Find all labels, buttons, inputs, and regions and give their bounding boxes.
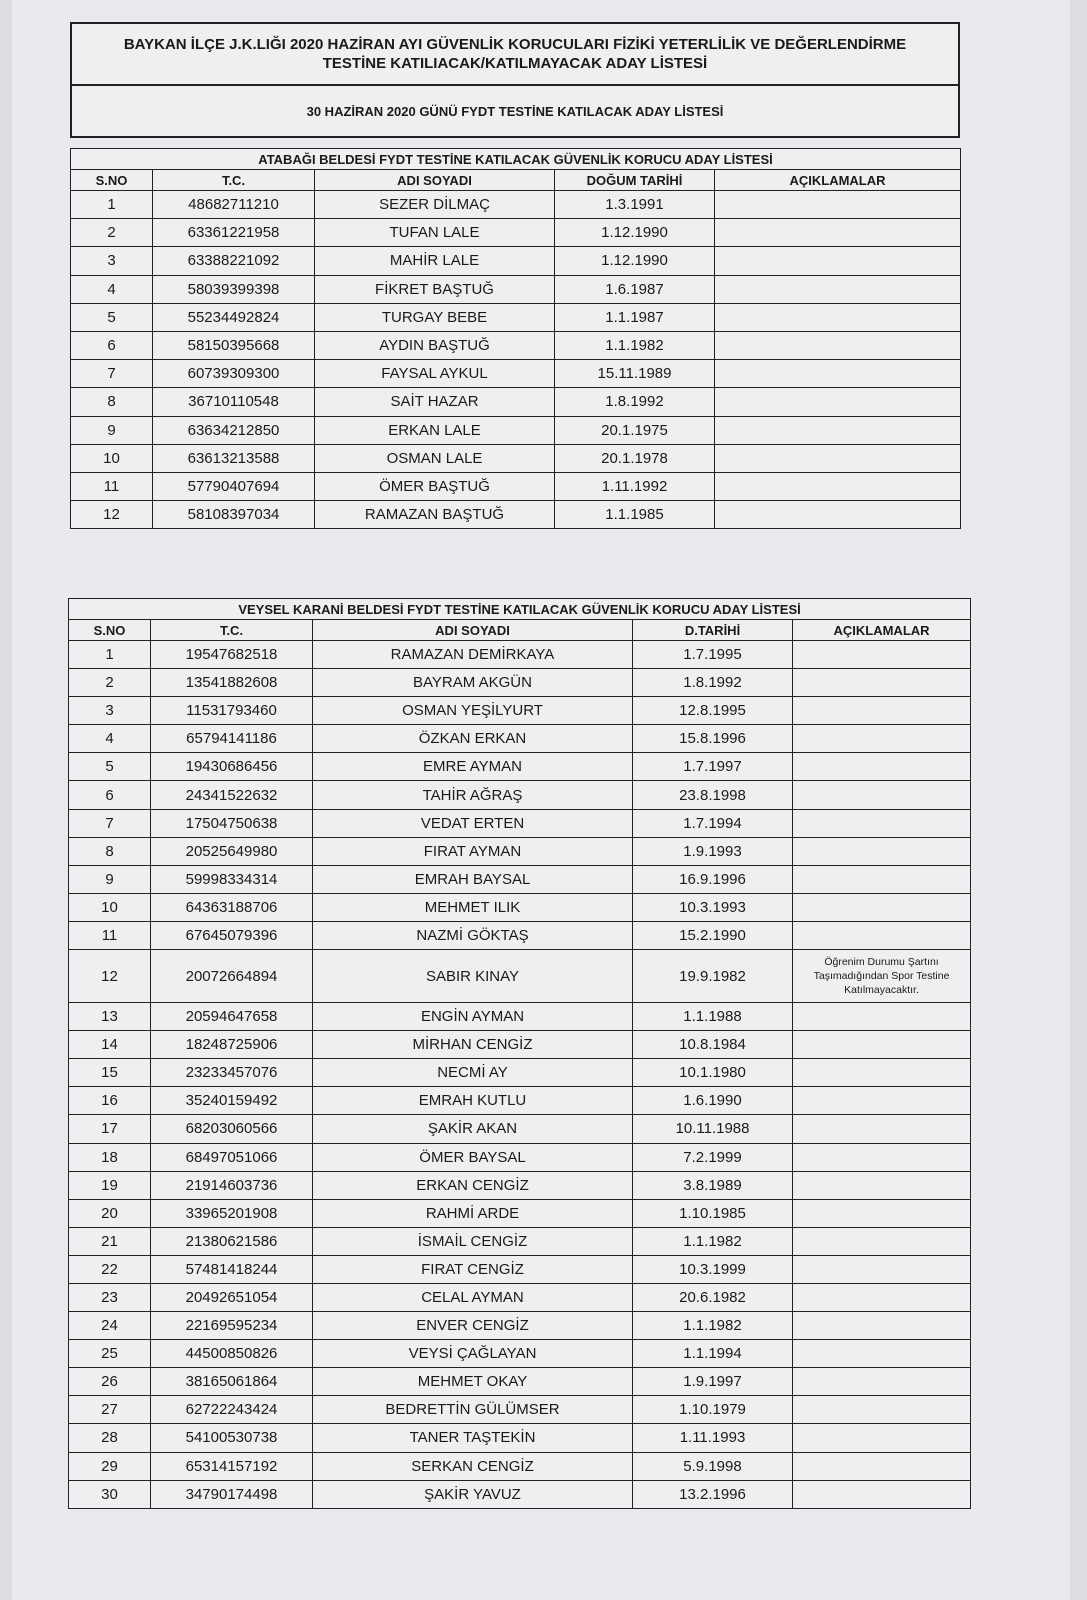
remarks xyxy=(793,1424,971,1452)
row-number: 30 xyxy=(69,1480,151,1508)
table-row xyxy=(69,1199,971,1227)
birth-date: 23.8.1998 xyxy=(633,781,793,809)
full-name: OSMAN YEŞİLYURT xyxy=(313,697,633,725)
full-name: FIRAT CENGİZ xyxy=(313,1255,633,1283)
full-name: MEHMET OKAY xyxy=(313,1368,633,1396)
remarks: Öğrenim Durumu Şartını Taşımadığından Spor Testine Katılmayacaktır. xyxy=(793,950,971,1003)
full-name: EMRE AYMAN xyxy=(313,753,633,781)
column-header: AÇIKLAMALAR xyxy=(793,620,971,641)
tc-number: 38165061864 xyxy=(151,1368,313,1396)
full-name: ÖZKAN ERKAN xyxy=(313,725,633,753)
remarks xyxy=(793,1087,971,1115)
table-row xyxy=(69,893,971,921)
row-number: 2 xyxy=(69,669,151,697)
table-row xyxy=(69,753,971,781)
birth-date: 19.9.1982 xyxy=(633,950,793,1003)
title-box xyxy=(70,22,960,138)
remarks xyxy=(715,472,961,500)
tc-number: 44500850826 xyxy=(151,1340,313,1368)
tc-number: 34790174498 xyxy=(151,1480,313,1508)
remarks xyxy=(793,1171,971,1199)
atabagi-candidate-table xyxy=(70,148,961,529)
tc-number: 54100530738 xyxy=(151,1424,313,1452)
remarks xyxy=(793,1396,971,1424)
tc-number: 20492651054 xyxy=(151,1283,313,1311)
full-name: MEHMET ILIK xyxy=(313,893,633,921)
table-row xyxy=(71,472,961,500)
tc-number: 65794141186 xyxy=(151,725,313,753)
full-name: RAMAZAN DEMİRKAYA xyxy=(313,641,633,669)
tc-number: 19547682518 xyxy=(151,641,313,669)
veysel-karani-candidate-table xyxy=(68,598,971,1509)
birth-date: 1.12.1990 xyxy=(555,247,715,275)
full-name: ŞAKİR AKAN xyxy=(313,1115,633,1143)
table-row xyxy=(69,1115,971,1143)
full-name: ŞAKİR YAVUZ xyxy=(313,1480,633,1508)
table-row xyxy=(71,275,961,303)
row-number: 26 xyxy=(69,1368,151,1396)
remarks xyxy=(793,669,971,697)
full-name: MAHİR LALE xyxy=(315,247,555,275)
full-name: VEYSİ ÇAĞLAYAN xyxy=(313,1340,633,1368)
row-number: 27 xyxy=(69,1396,151,1424)
tc-number: 11531793460 xyxy=(151,697,313,725)
row-number: 3 xyxy=(69,697,151,725)
table-row xyxy=(69,837,971,865)
tc-number: 57790407694 xyxy=(153,472,315,500)
full-name: SABIR KINAY xyxy=(313,950,633,1003)
row-number: 8 xyxy=(71,388,153,416)
table-row xyxy=(69,1480,971,1508)
row-number: 22 xyxy=(69,1255,151,1283)
remarks xyxy=(715,219,961,247)
full-name: SERKAN CENGİZ xyxy=(313,1452,633,1480)
remarks xyxy=(793,1283,971,1311)
row-number: 5 xyxy=(71,303,153,331)
table-row xyxy=(69,1396,971,1424)
table-row xyxy=(69,921,971,949)
tc-number: 35240159492 xyxy=(151,1087,313,1115)
table-row xyxy=(71,191,961,219)
row-number: 1 xyxy=(69,641,151,669)
table-row xyxy=(69,641,971,669)
birth-date: 15.8.1996 xyxy=(633,725,793,753)
birth-date: 7.2.1999 xyxy=(633,1143,793,1171)
tc-number: 33965201908 xyxy=(151,1199,313,1227)
table-row xyxy=(71,247,961,275)
tc-number: 63388221092 xyxy=(153,247,315,275)
table-row xyxy=(69,669,971,697)
birth-date: 10.8.1984 xyxy=(633,1031,793,1059)
birth-date: 3.8.1989 xyxy=(633,1171,793,1199)
remarks xyxy=(793,1368,971,1396)
tc-number: 24341522632 xyxy=(151,781,313,809)
remarks xyxy=(715,331,961,359)
row-number: 14 xyxy=(69,1031,151,1059)
column-header: ADI SOYADI xyxy=(315,170,555,191)
remarks xyxy=(793,1340,971,1368)
birth-date: 1.12.1990 xyxy=(555,219,715,247)
remarks xyxy=(793,837,971,865)
birth-date: 20.1.1978 xyxy=(555,444,715,472)
full-name: TAHİR AĞRAŞ xyxy=(313,781,633,809)
table-row xyxy=(69,1171,971,1199)
row-number: 18 xyxy=(69,1143,151,1171)
column-header: DOĞUM TARİHİ xyxy=(555,170,715,191)
tc-number: 19430686456 xyxy=(151,753,313,781)
birth-date: 20.1.1975 xyxy=(555,416,715,444)
table-row xyxy=(69,1003,971,1031)
tc-number: 62722243424 xyxy=(151,1396,313,1424)
full-name: CELAL AYMAN xyxy=(313,1283,633,1311)
full-name: TUFAN LALE xyxy=(315,219,555,247)
birth-date: 1.6.1987 xyxy=(555,275,715,303)
table-row xyxy=(71,416,961,444)
table-row xyxy=(69,950,971,1003)
column-header: AÇIKLAMALAR xyxy=(715,170,961,191)
row-number: 4 xyxy=(71,275,153,303)
table-row xyxy=(69,809,971,837)
row-number: 1 xyxy=(71,191,153,219)
tc-number: 21380621586 xyxy=(151,1227,313,1255)
full-name: NECMİ AY xyxy=(313,1059,633,1087)
tc-number: 68203060566 xyxy=(151,1115,313,1143)
full-name: FAYSAL AYKUL xyxy=(315,360,555,388)
tc-number: 58150395668 xyxy=(153,331,315,359)
remarks xyxy=(793,1227,971,1255)
table-row xyxy=(71,219,961,247)
birth-date: 10.1.1980 xyxy=(633,1059,793,1087)
column-header: T.C. xyxy=(151,620,313,641)
remarks xyxy=(793,725,971,753)
remarks xyxy=(793,1059,971,1087)
birth-date: 1.1.1982 xyxy=(555,331,715,359)
full-name: ÖMER BAŞTUĞ xyxy=(315,472,555,500)
birth-date: 10.3.1999 xyxy=(633,1255,793,1283)
table-row xyxy=(69,697,971,725)
row-number: 7 xyxy=(69,809,151,837)
table-row xyxy=(69,1143,971,1171)
row-number: 20 xyxy=(69,1199,151,1227)
table-row xyxy=(71,501,961,529)
tc-number: 60739309300 xyxy=(153,360,315,388)
tc-number: 20525649980 xyxy=(151,837,313,865)
full-name: TANER TAŞTEKİN xyxy=(313,1424,633,1452)
row-number: 5 xyxy=(69,753,151,781)
tc-number: 63634212850 xyxy=(153,416,315,444)
full-name: RAMAZAN BAŞTUĞ xyxy=(315,501,555,529)
birth-date: 1.1.1982 xyxy=(633,1227,793,1255)
table-row xyxy=(69,1059,971,1087)
remarks xyxy=(793,1255,971,1283)
remarks xyxy=(793,1031,971,1059)
table-row xyxy=(69,1452,971,1480)
row-number: 7 xyxy=(71,360,153,388)
remarks xyxy=(793,641,971,669)
remarks xyxy=(793,893,971,921)
tc-number: 55234492824 xyxy=(153,303,315,331)
birth-date: 12.8.1995 xyxy=(633,697,793,725)
column-header: ADI SOYADI xyxy=(313,620,633,641)
full-name: SAİT HAZAR xyxy=(315,388,555,416)
birth-date: 1.6.1990 xyxy=(633,1087,793,1115)
tc-number: 64363188706 xyxy=(151,893,313,921)
table-row xyxy=(69,865,971,893)
tc-number: 67645079396 xyxy=(151,921,313,949)
table-row xyxy=(69,781,971,809)
full-name: FIRAT AYMAN xyxy=(313,837,633,865)
row-number: 9 xyxy=(71,416,153,444)
birth-date: 15.2.1990 xyxy=(633,921,793,949)
tc-number: 22169595234 xyxy=(151,1312,313,1340)
birth-date: 1.10.1979 xyxy=(633,1396,793,1424)
remarks xyxy=(715,303,961,331)
full-name: ÖMER BAYSAL xyxy=(313,1143,633,1171)
row-number: 10 xyxy=(69,893,151,921)
tc-number: 23233457076 xyxy=(151,1059,313,1087)
row-number: 21 xyxy=(69,1227,151,1255)
remarks xyxy=(715,191,961,219)
birth-date: 1.11.1992 xyxy=(555,472,715,500)
row-number: 6 xyxy=(69,781,151,809)
full-name: AYDIN BAŞTUĞ xyxy=(315,331,555,359)
birth-date: 1.8.1992 xyxy=(555,388,715,416)
remarks xyxy=(793,753,971,781)
table-row xyxy=(69,1227,971,1255)
birth-date: 1.1.1982 xyxy=(633,1312,793,1340)
birth-date: 16.9.1996 xyxy=(633,865,793,893)
tc-number: 63361221958 xyxy=(153,219,315,247)
full-name: İSMAİL CENGİZ xyxy=(313,1227,633,1255)
document-subtitle: 30 HAZİRAN 2020 GÜNÜ FYDT TESTİNE KATILACAK ADAY LİSTESİ xyxy=(306,103,724,119)
birth-date: 1.9.1997 xyxy=(633,1368,793,1396)
full-name: OSMAN LALE xyxy=(315,444,555,472)
remarks xyxy=(715,388,961,416)
row-number: 9 xyxy=(69,865,151,893)
row-number: 11 xyxy=(69,921,151,949)
full-name: RAHMİ ARDE xyxy=(313,1199,633,1227)
full-name: VEDAT ERTEN xyxy=(313,809,633,837)
tc-number: 36710110548 xyxy=(153,388,315,416)
full-name: EMRAH KUTLU xyxy=(313,1087,633,1115)
table-row xyxy=(71,303,961,331)
table-row xyxy=(71,360,961,388)
table-row xyxy=(69,1312,971,1340)
tc-number: 20594647658 xyxy=(151,1003,313,1031)
row-number: 24 xyxy=(69,1312,151,1340)
remarks xyxy=(793,1452,971,1480)
tc-number: 59998334314 xyxy=(151,865,313,893)
full-name: TURGAY BEBE xyxy=(315,303,555,331)
remarks xyxy=(715,501,961,529)
birth-date: 1.10.1985 xyxy=(633,1199,793,1227)
tc-number: 17504750638 xyxy=(151,809,313,837)
tc-number: 65314157192 xyxy=(151,1452,313,1480)
table-caption: ATABAĞI BELDESİ FYDT TESTİNE KATILACAK GÜVENLİK KORUCU ADAY LİSTESİ xyxy=(71,149,961,170)
column-header: S.NO xyxy=(71,170,153,191)
remarks xyxy=(793,1480,971,1508)
remarks xyxy=(793,781,971,809)
birth-date: 1.7.1995 xyxy=(633,641,793,669)
remarks xyxy=(793,921,971,949)
tc-number: 48682711210 xyxy=(153,191,315,219)
birth-date: 1.1.1985 xyxy=(555,501,715,529)
tc-number: 13541882608 xyxy=(151,669,313,697)
remarks xyxy=(793,1312,971,1340)
full-name: SEZER DİLMAÇ xyxy=(315,191,555,219)
tc-number: 21914603736 xyxy=(151,1171,313,1199)
table-caption: VEYSEL KARANİ BELDESİ FYDT TESTİNE KATILACAK GÜVENLİK KORUCU ADAY LİSTESİ xyxy=(69,599,971,620)
remarks xyxy=(793,1199,971,1227)
full-name: ERKAN LALE xyxy=(315,416,555,444)
document-title: BAYKAN İLÇE J.K.LIĞI 2020 HAZİRAN AYI GÜVENLİK KORUCULARI FİZİKİ YETERLİLİK VE DEĞERLENDİRME TESTİNE KATILIACAK/KATILMAYACAK ADAY LİSTESİ xyxy=(72,24,958,86)
remarks xyxy=(793,809,971,837)
tc-number: 58039399398 xyxy=(153,275,315,303)
tc-number: 68497051066 xyxy=(151,1143,313,1171)
table-row xyxy=(69,1255,971,1283)
birth-date: 1.1.1988 xyxy=(633,1003,793,1031)
row-number: 25 xyxy=(69,1340,151,1368)
remarks xyxy=(793,697,971,725)
birth-date: 5.9.1998 xyxy=(633,1452,793,1480)
row-number: 2 xyxy=(71,219,153,247)
birth-date: 15.11.1989 xyxy=(555,360,715,388)
row-number: 29 xyxy=(69,1452,151,1480)
full-name: ENVER CENGİZ xyxy=(313,1312,633,1340)
row-number: 3 xyxy=(71,247,153,275)
row-number: 11 xyxy=(71,472,153,500)
row-number: 13 xyxy=(69,1003,151,1031)
remarks xyxy=(793,1143,971,1171)
tc-number: 20072664894 xyxy=(151,950,313,1003)
row-number: 19 xyxy=(69,1171,151,1199)
table-row xyxy=(69,1031,971,1059)
remarks xyxy=(793,865,971,893)
tc-number: 58108397034 xyxy=(153,501,315,529)
row-number: 28 xyxy=(69,1424,151,1452)
remarks xyxy=(715,360,961,388)
tc-number: 63613213588 xyxy=(153,444,315,472)
remarks xyxy=(715,416,961,444)
row-number: 12 xyxy=(71,501,153,529)
remarks xyxy=(715,247,961,275)
row-number: 6 xyxy=(71,331,153,359)
birth-date: 1.11.1993 xyxy=(633,1424,793,1452)
table-row xyxy=(69,1087,971,1115)
table-row xyxy=(69,1368,971,1396)
full-name: BEDRETTİN GÜLÜMSER xyxy=(313,1396,633,1424)
birth-date: 13.2.1996 xyxy=(633,1480,793,1508)
tc-number: 57481418244 xyxy=(151,1255,313,1283)
full-name: MİRHAN CENGİZ xyxy=(313,1031,633,1059)
table-row xyxy=(71,388,961,416)
remarks xyxy=(715,275,961,303)
remarks xyxy=(715,444,961,472)
row-number: 10 xyxy=(71,444,153,472)
full-name: FİKRET BAŞTUĞ xyxy=(315,275,555,303)
table-row xyxy=(71,331,961,359)
table-row xyxy=(69,1340,971,1368)
birth-date: 10.3.1993 xyxy=(633,893,793,921)
full-name: BAYRAM AKGÜN xyxy=(313,669,633,697)
row-number: 8 xyxy=(69,837,151,865)
row-number: 16 xyxy=(69,1087,151,1115)
full-name: EMRAH BAYSAL xyxy=(313,865,633,893)
column-header: S.NO xyxy=(69,620,151,641)
birth-date: 1.8.1992 xyxy=(633,669,793,697)
table-row xyxy=(69,1283,971,1311)
birth-date: 20.6.1982 xyxy=(633,1283,793,1311)
birth-date: 1.1.1987 xyxy=(555,303,715,331)
birth-date: 1.1.1994 xyxy=(633,1340,793,1368)
remarks xyxy=(793,1003,971,1031)
row-number: 4 xyxy=(69,725,151,753)
row-number: 23 xyxy=(69,1283,151,1311)
birth-date: 1.3.1991 xyxy=(555,191,715,219)
birth-date: 1.7.1994 xyxy=(633,809,793,837)
table-row xyxy=(69,725,971,753)
column-header: D.TARİHİ xyxy=(633,620,793,641)
table-row xyxy=(69,1424,971,1452)
column-header: T.C. xyxy=(153,170,315,191)
row-number: 17 xyxy=(69,1115,151,1143)
full-name: NAZMİ GÖKTAŞ xyxy=(313,921,633,949)
full-name: ERKAN CENGİZ xyxy=(313,1171,633,1199)
row-number: 12 xyxy=(69,950,151,1003)
row-number: 15 xyxy=(69,1059,151,1087)
birth-date: 1.7.1997 xyxy=(633,753,793,781)
table-row xyxy=(71,444,961,472)
full-name: ENGİN AYMAN xyxy=(313,1003,633,1031)
birth-date: 1.9.1993 xyxy=(633,837,793,865)
remarks xyxy=(793,1115,971,1143)
birth-date: 10.11.1988 xyxy=(633,1115,793,1143)
tc-number: 18248725906 xyxy=(151,1031,313,1059)
